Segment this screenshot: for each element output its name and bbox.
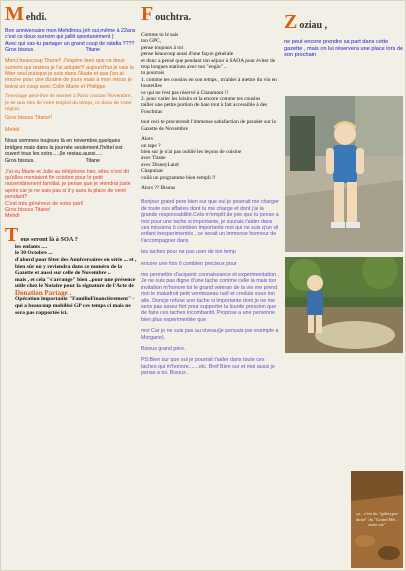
sign-left: Gros bisous. [5, 157, 35, 164]
fouchtra-body-3: Alors on tape ? bien sur je n'ai pas oublié les leçons de cuisine avec Titane avec DisneyLand Chapuizat voilà un programme bien rempli !! [141, 136, 242, 181]
dropcap: F [141, 5, 154, 25]
fouchtra-body-2: tout ceci te procurerait l'immense satisfaction de parader sur la Gazette de Novembre [141, 119, 276, 132]
message-birthday: Bon anniversaire mon Mehdinou,(eh oui,même à 22ans c'est ce doux surnom qui jaillit spontanément ) Avec qui vas-tu partager un grand coup de ratafia ???? [5, 28, 136, 47]
message-reply-mehdi: Merci beaucoup Titane!! J'espère bien que ce doux surnom qui restera je l'ai adopté!!! aujourd'hui je vais le fêter seul puisque je suis dans l'Aude et que j'en ai encore pour une dizaine de jours mais à mon retour je boirai un coup avec Colin Marie et Philippe [5, 58, 134, 90]
title-rest: oziau , [299, 20, 328, 31]
reply-5: moi Car je ne suis pas au niveau(je pensais par exemple a Morgane). [141, 328, 279, 341]
sign-right: Titane [85, 157, 100, 164]
message-name: Mehdi [5, 126, 20, 133]
fouchtra-body-1: Comme tu le sais ton GPC, pense toujours à toi pense beaucoup aussi d'une façon générale et donc a pensé que pendant ton séjour à SAOA pour éviter de trop longues stations avec ton "engin" .. tu pourrais 1. comme tes cousins en son temps , m'aider à mettre du vin en bouteilles ce qui ne t'est pas réservé à Chaumont !! 2. pour varier les loisirs et la encore comme tes cousins tailler une petite portion de haie tout à fait accessible à des Fouchtras [141, 32, 277, 115]
reply-6: Bisous grand père. [141, 346, 186, 353]
message-family: J'ai eu Marie et Julie au téléphone hier, elles n'ont dit qu'elles montaient fin octobre pour le petit rassemblement familial, je pense que je viendrai juste après car je ne sais pas si il y aura la place de venir pendant? C'est très généreux de votre part! Gros bisous Titane! Mehdi [5, 168, 131, 220]
photo-caption: ça , c'est du "galetypre dosté" du "Grand Mé... autre aie" [355, 511, 399, 527]
zoziau-body: ne peut encore prendre sa part dans cette gazette , mais on lui réservera une place lors de son prochain [284, 39, 404, 59]
reply-1: Bonjour grand pere bien sur que oui je pourrait me charger de toute ces affaires dont tu me charge et dont j'ai la grande responsabilité.Cela m'emplit de joie que tu pense a moi pour une tache si importante, je suurais t'aider dans ces missions ô combien importante moi qui ne suis q'un vil enfant inexperimentés , ce serait un immense honneur de t'accompagner dans [141, 199, 279, 244]
reply-7: PS:Bien sur que oui je pourrait t'aider dans toute ces taches qui m'honore.......etc. Bref Bien sur et moi aussi je pense a toi. Bisous . [141, 357, 275, 377]
column-mehdi [5, 5, 137, 568]
reply-4: me permettre d'acquerir connaissance et experimentation . Je ne suis pas digne d'une tache comme celle la mais ton invitation m'honore toi le grand veteran de la vie me prend moi le maladroit petit vermisseau naïf et credule sous ton aile. Doncje refuse une tache si importante dont je ne me sens pas assez fort pour supporter la lourde pression que de faire ces taches incombantit. Propose a une personne bien plus experimentée que [141, 272, 279, 323]
section-title-zoziau [284, 13, 404, 31]
soa-tail: Opération importante "FamilioFinancièrement" - qui a beaucoup mobilisé GP ces temps ci mais ne sera pas rapportée ici. [15, 296, 135, 316]
message-november: Nous sommes toujours là en novembre,quelques bridges mais dans la journée seulement.l'hôtel est ouvert tous les soirs.....(le restau.aussi..... [5, 138, 123, 158]
sign-left: Gros bisous [5, 47, 34, 54]
title-rest: ehdi. [25, 12, 47, 23]
section-title-mehdi [5, 5, 137, 23]
photo-stone-wall [351, 471, 403, 568]
reply-2: tes taches pour ne pas user de ton temp [141, 249, 236, 256]
soa-body: les enfants .... le 30 Octobre ... d'abord pour fêter des Anniversaires en série ... et , bien sûr on y reviendra dans ce numéro de la Gazette et aussi sur celle de Novembre .. mais , et cela "s'arrange" bien ..pour une présence utile chez le Notaire pour la signature de l'Acte de [15, 243, 137, 290]
sign-right: Titane [85, 47, 100, 54]
dropcap: T [5, 223, 19, 246]
title-rest: ous seront là à SOA ? [20, 235, 78, 243]
reply-3: encore une fois ô combien precieux pour [141, 260, 237, 267]
photo-child-garden [285, 257, 403, 353]
photo-child-walking [285, 96, 403, 252]
column-fouchtra [141, 5, 281, 568]
dropcap: M [5, 5, 24, 25]
dropcap: Z [284, 11, 298, 33]
fouchtra-body-4: Alors ?? Bisous [141, 184, 176, 191]
section-title-soa [5, 223, 137, 246]
title-rest: ouchtra. [155, 12, 192, 23]
section-title-fouchtra [141, 5, 281, 23]
donation-label: Donation Partage . [15, 288, 72, 297]
message-sign: Gros bisous Titane!! [5, 115, 53, 122]
message-visit: J'envisage peut-être de monter à Paris courant Novembre, je ne sais rien de votre emploi du temps, ce doux de votre région. [5, 93, 132, 113]
